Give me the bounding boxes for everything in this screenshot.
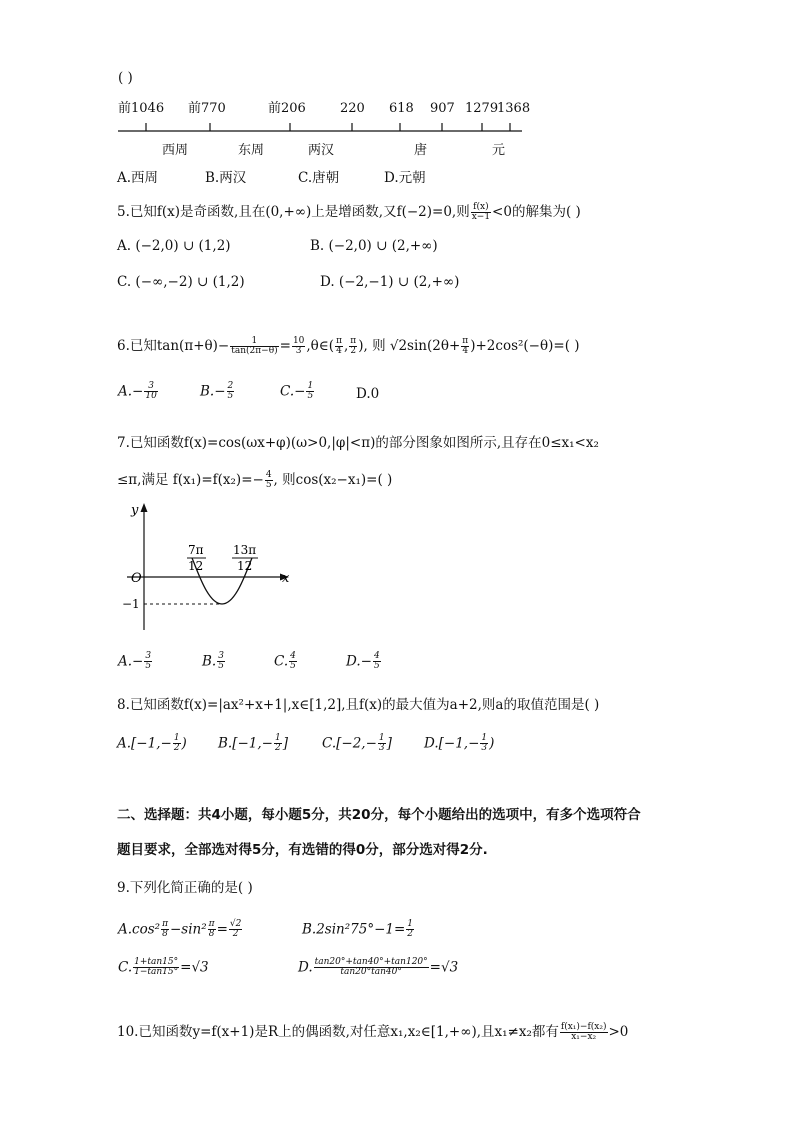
timeline-year: 前1046	[118, 101, 165, 116]
q5-option-b: B. (−2,0) ∪ (2,+∞)	[310, 238, 438, 254]
timeline-year: 618	[389, 101, 414, 116]
q7-function-graph	[112, 500, 302, 635]
q6-option-d: D.0	[356, 386, 380, 402]
q7-option-c: C. $\frac{4}{5}$	[274, 651, 296, 672]
q5-stem: 5.已知f(x)是奇函数,且在(0,+∞)上是增函数,又f(−2)=0,则 $\frac{f(x)}{x-1}$ <0的解集为( )	[117, 201, 581, 222]
q9-option-b: B.2sin²75°−1= $\frac{1}{2}$	[302, 919, 414, 940]
q4-option-c: C.唐朝	[298, 170, 340, 186]
timeline-year: 前206	[268, 101, 306, 116]
timeline-era: 东周	[238, 143, 265, 158]
timeline-year: 1279	[465, 101, 499, 116]
q7-option-b: B. $\frac{3}{5}$	[202, 651, 224, 672]
section2-heading-line2: 题目要求，全部选对得5分，有选错的得0分，部分选对得2分.	[117, 842, 488, 858]
tick-13pi-num: 13π	[233, 543, 257, 557]
q5-option-d: D. (−2,−1) ∪ (2,+∞)	[320, 274, 460, 290]
q6-option-b: B.− $\frac{2}{5}$	[200, 381, 234, 402]
timeline-era: 元	[492, 143, 506, 158]
q7-option-d: D.− $\frac{4}{5}$	[346, 651, 380, 672]
timeline-year: 1368	[497, 101, 531, 116]
q8-stem: 8.已知函数f(x)=|ax²+x+1|,x∈[1,2],且f(x)的最大值为a+2,则a的取值范围是( )	[117, 697, 600, 713]
q9-option-a: A.cos² $\frac{\pi}{8}$ −sin² $\frac{\pi}{8}$ = $\frac{√2}{2}$	[118, 919, 242, 940]
q6-option-a: A.− $\frac{3}{10}$	[118, 381, 157, 402]
section2-heading-line1: 二、选择题：共4小题，每小题5分，共20分，每个小题给出的选项中，有多个选项符合	[117, 807, 641, 823]
timeline-era: 两汉	[308, 143, 335, 158]
q4-option-b: B.两汉	[205, 170, 247, 186]
tick-13pi-den: 12	[237, 559, 253, 573]
q4-answer-bracket: ( )	[118, 70, 133, 86]
q5-option-a: A. (−2,0) ∪ (1,2)	[117, 238, 231, 254]
y-axis-label: y	[131, 503, 139, 518]
q8-option-c: C.[−2,− $\frac{1}{3}$ ]	[322, 733, 392, 754]
q9-option-d: D. $\frac{\tan 20^\circ+\tan 40^\circ+\tan 120^\circ}{\tan 20^\circ\tan 40^\circ}$ =√3	[298, 957, 459, 978]
q4-timeline	[110, 95, 540, 165]
q8-option-a: A.[−1,− $\frac{1}{2}$ )	[117, 733, 187, 754]
q7-option-a: A.− $\frac{3}{5}$	[118, 651, 152, 672]
q9-option-c: C. $\frac{1+\tan 15^\circ}{1-\tan 15^\circ}$ =√3	[118, 957, 209, 978]
q10-stem: 10.已知函数y=f(x+1)是R上的偶函数,对任意x₁,x₂∈[1,+∞),且x₁≠x₂都有 $\frac{\text{f(x₁)−f(x₂)}}{\text{x₁−x₂}}$ >0	[117, 1021, 629, 1042]
origin-label: O	[131, 571, 142, 586]
tick-7pi-num: 7π	[188, 543, 204, 557]
q5-option-c: C. (−∞,−2) ∪ (1,2)	[117, 274, 245, 290]
q9-stem: 9.下列化简正确的是( )	[117, 880, 253, 896]
q8-option-b: B.[−1,− $\frac{1}{2}$ ]	[218, 733, 288, 754]
timeline-year: 前770	[188, 101, 226, 116]
x-axis-label: x	[282, 571, 290, 586]
q7-stem-line2: ≤π,满足 f(x₁)=f(x₂)=− $\frac{4}{5}$ , 则cos(x₂−x₁)=( )	[117, 469, 393, 490]
y-axis-arrow-icon	[141, 503, 148, 512]
tick-7pi-den: 12	[188, 559, 204, 573]
timeline-era: 唐	[414, 143, 428, 158]
q5-fraction: $\frac{f(x)}{x-1}$	[471, 201, 491, 222]
q6-stem: 6.已知tan(π+θ)− $\frac{1}{\tan(2\pi-\theta)}$ = $\frac{10}{3}$ ,θ∈( $\frac{\pi}{4}$ , $\frac{\pi}{2}$ ), 则 √2sin(2θ+ $\frac{\pi}{4}$ )+2cos²(−θ)=( )	[117, 335, 580, 356]
q4-option-d: D.元朝	[384, 170, 426, 186]
q7-stem-line1: 7.已知函数f(x)=cos(ωx+φ)(ω>0,|φ|<π)的部分图象如图所示,且存在0≤x₁<x₂	[117, 435, 599, 451]
q6-option-c: C.− $\frac{1}{5}$	[280, 381, 314, 402]
q8-option-d: D.[−1,− $\frac{1}{3}$ )	[424, 733, 495, 754]
timeline-year: 907	[430, 101, 455, 116]
timeline-era: 西周	[162, 143, 189, 158]
neg-one-label: −1	[122, 597, 140, 611]
q4-option-a: A.西周	[117, 170, 159, 186]
timeline-year: 220	[340, 101, 365, 116]
